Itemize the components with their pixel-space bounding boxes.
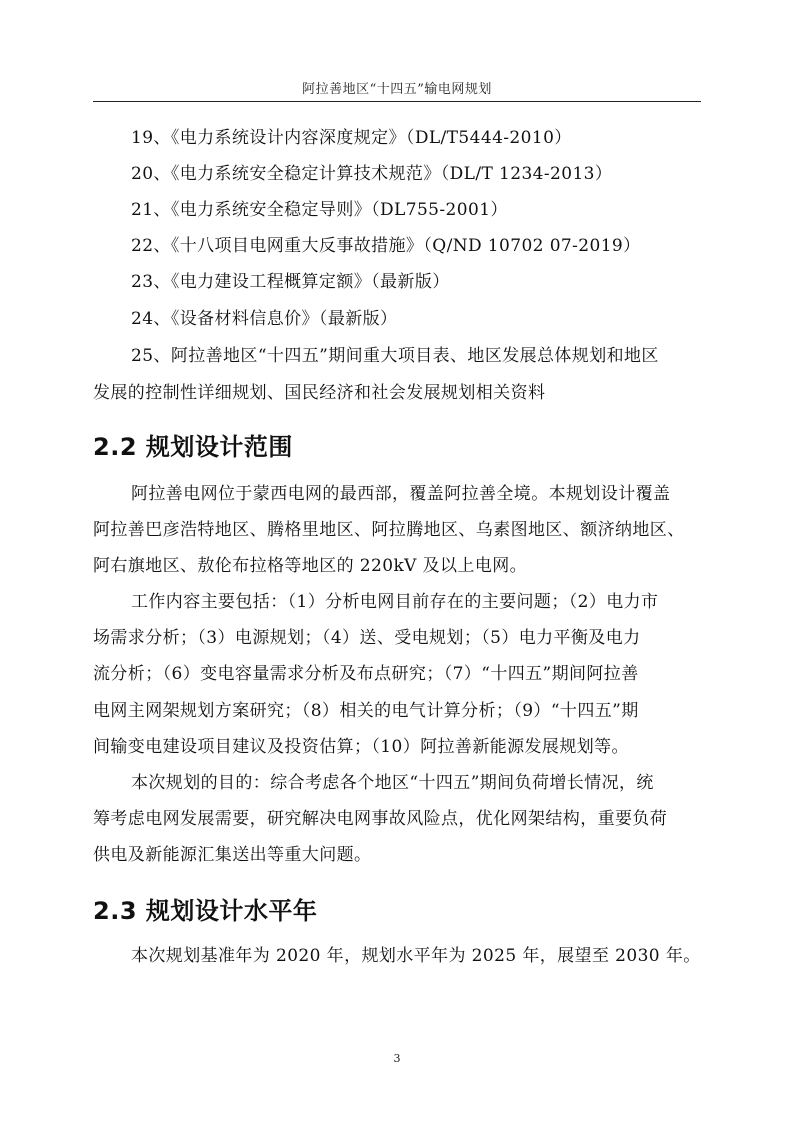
running-header: 阿拉善地区“十四五”输电网规划: [302, 82, 492, 97]
paragraph-line: 电网主网架规划方案研究；（8）相关的电气计算分析；（9）“十四五”期: [93, 701, 639, 721]
paragraph-line: 本次规划基准年为 2020 年，规划水平年为 2025 年，展望至 2030 年。: [131, 946, 701, 966]
section-heading-2-2: 2.2 规划设计范围: [93, 433, 293, 461]
reference-item-19: 19、《电力系统设计内容深度规定》（DL/T5444-2010）: [131, 128, 572, 148]
paragraph-line: 工作内容主要包括：（1）分析电网目前存在的主要问题；（2）电力市: [131, 592, 659, 612]
reference-item-23: 23、《电力建设工程概算定额》（最新版）: [131, 272, 450, 292]
paragraph-line: 筹考虑电网发展需要，研究解决电网事故风险点，优化网架结构，重要负荷: [93, 809, 668, 829]
reference-item-25: 25、阿拉善地区“十四五”期间重大项目表、地区发展总体规划和地区: [131, 346, 659, 366]
reference-item-24: 24、《设备材料信息价》（最新版）: [131, 309, 398, 329]
section-heading-2-3: 2.3 规划设计水平年: [93, 897, 318, 925]
paragraph-line: 阿拉善巴彦浩特地区、腾格里地区、阿拉腾地区、乌素图地区、额济纳地区、: [93, 520, 685, 540]
reference-item-25-continued: 发展的控制性详细规划、国民经济和社会发展规划相关资料: [93, 383, 546, 403]
paragraph-line: 流分析；（6）变电容量需求分析及布点研究；（7）“十四五”期间阿拉善: [93, 664, 639, 684]
paragraph-line: 场需求分析；（3）电源规划；（4）送、受电规划；（5）电力平衡及电力: [93, 628, 641, 648]
reference-item-22: 22、《十八项目电网重大反事故措施》（Q/ND 10702 07-2019）: [131, 236, 641, 256]
paragraph-line: 间输变电建设项目建议及投资估算；（10）阿拉善新能源发展规划等。: [93, 737, 629, 757]
header-divider: [93, 101, 701, 102]
paragraph-line: 供电及新能源汇集送出等重大问题。: [93, 845, 372, 865]
paragraph-line: 本次规划的目的：综合考虑各个地区“十四五”期间负荷增长情况，统: [131, 773, 654, 793]
page-number: 3: [393, 1052, 401, 1065]
reference-item-21: 21、《电力系统安全稳定导则》（DL755-2001）: [131, 200, 508, 220]
paragraph-line: 阿右旗地区、敖伦布拉格等地区的 220kV 及以上电网。: [93, 556, 528, 576]
reference-item-20: 20、《电力系统安全稳定计算技术规范》（DL/T 1234-2013）: [131, 164, 613, 184]
paragraph-line: 阿拉善电网位于蒙西电网的最西部，覆盖阿拉善全境。本规划设计覆盖: [131, 484, 671, 504]
